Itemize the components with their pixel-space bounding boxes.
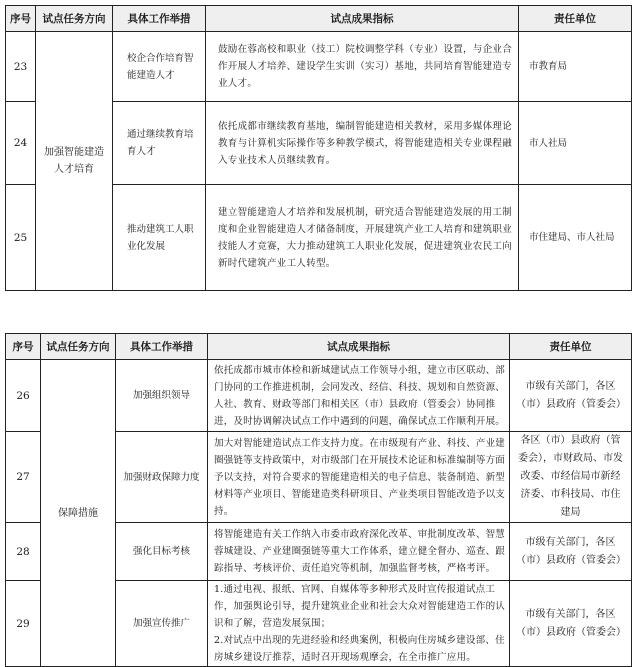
work-measure: 加强财政保障力度 xyxy=(116,432,208,523)
header-direction: 试点任务方向 xyxy=(36,6,113,32)
table-row xyxy=(6,32,632,102)
responsible-unit: 市人社局 xyxy=(519,102,632,185)
task-direction: 加强智能建造人才培育 xyxy=(36,32,113,291)
responsible-unit: 各区（市）县政府（管委会），市财政局、市发改委、市经信局市新经济委、市科技局、市住建局 xyxy=(510,432,632,523)
responsible-unit: 市住建局、市人社局 xyxy=(519,185,632,291)
work-measure: 加强宣传推广 xyxy=(116,581,208,667)
table-row xyxy=(6,360,632,432)
header-no: 序号 xyxy=(6,6,36,32)
table-header-row xyxy=(6,334,632,360)
result-indicator: 1.通过电视、报纸、官网、自媒体等多种形式及时宣传报道试点工作，加强舆论引导，提升建筑业企业和社会大众对智能建造工作的认识和了解，营造发展氛围； 2.对试点中出现的先进经验和经典案例，积极向住房城乡建设部、住房城乡建设厅推荐，适时召开现场观摩会，在全市推广应用。 xyxy=(208,581,510,667)
header-direction: 试点任务方向 xyxy=(41,334,116,360)
row-number: 29 xyxy=(6,581,41,667)
result-indicator: 建立智能建造人才培养和发展机制，研究适合智能建造发展的用工制度和企业智能建造人才储备制度，开展建筑产业工人培育和建筑职业技能人才竞赛，大力推动建筑工人职业化发展，促进建筑业农民工向新时代建筑产业工人转型。 xyxy=(206,185,519,291)
task-direction: 保障措施 xyxy=(41,360,116,667)
work-measure: 校企合作培育智能建造人才 xyxy=(113,32,206,102)
work-measure: 强化目标考核 xyxy=(116,523,208,581)
row-number: 24 xyxy=(6,102,36,185)
row-number: 28 xyxy=(6,523,41,581)
table-1 xyxy=(5,5,632,291)
row-number: 25 xyxy=(6,185,36,291)
result-indicator: 依托成都市城市体检和新城建试点工作领导小组，建立市区联动、部门协同的工作推进机制，会同发改、经信、科技、规划和自然资源、人社、教育、财政等部门和相关区（市）县政府（管委会）协同推进，及时协调解决试点工作中遇到的问题，确保试点工作顺利开展。 xyxy=(208,360,510,432)
row-number: 23 xyxy=(6,32,36,102)
table-header-row xyxy=(6,6,632,32)
responsible-unit: 市教育局 xyxy=(519,32,632,102)
header-no: 序号 xyxy=(6,334,41,360)
header-measure: 具体工作举措 xyxy=(113,6,206,32)
result-indicator: 将智能建造有关工作纳入市委市政府深化改革、审批制度改革、智慧蓉城建设、产业建圈强链等重大工作体系，建立健全督办、巡查、跟踪指导、考核评价、责任追究等机制，加强监督考核，严格考评。 xyxy=(208,523,510,581)
row-number: 27 xyxy=(6,432,41,523)
header-responsible: 责任单位 xyxy=(519,6,632,32)
work-measure: 推动建筑工人职业化发展 xyxy=(113,185,206,291)
table-2 xyxy=(5,333,632,667)
responsible-unit: 市级有关部门，各区（市）县政府（管委会） xyxy=(510,523,632,581)
header-responsible: 责任单位 xyxy=(510,334,632,360)
responsible-unit: 市级有关部门，各区（市）县政府（管委会） xyxy=(510,581,632,667)
work-measure: 通过继续教育培育人才 xyxy=(113,102,206,185)
work-measure: 加强组织领导 xyxy=(116,360,208,432)
responsible-unit: 市级有关部门，各区（市）县政府（管委会） xyxy=(510,360,632,432)
header-indicator: 试点成果指标 xyxy=(208,334,510,360)
row-number: 26 xyxy=(6,360,41,432)
result-indicator: 依托成都市继续教育基地，编制智能建造相关教材，采用多媒体理论教育与计算机实际操作等多种教学模式，将智能建造相关专业课程融入专业技术人员继续教育。 xyxy=(206,102,519,185)
header-indicator: 试点成果指标 xyxy=(206,6,519,32)
result-indicator: 鼓励在蓉高校和职业（技工）院校调整学科（专业）设置，与企业合作开展人才培养、建设学生实训（实习）基地，共同培育智能建造专业人才。 xyxy=(206,32,519,102)
result-indicator: 加大对智能建造试点工作支持力度。在市级现有产业、科技、产业建圈强链等支持政策中，对市级部门在开展技术论证和标准编制等方面予以支持，对符合要求的智能建造相关的电子信息、装备制造、新型材料等产业项目、智能建造类科研项目、产业类项目智能改造予以支持。 xyxy=(208,432,510,523)
header-measure: 具体工作举措 xyxy=(116,334,208,360)
